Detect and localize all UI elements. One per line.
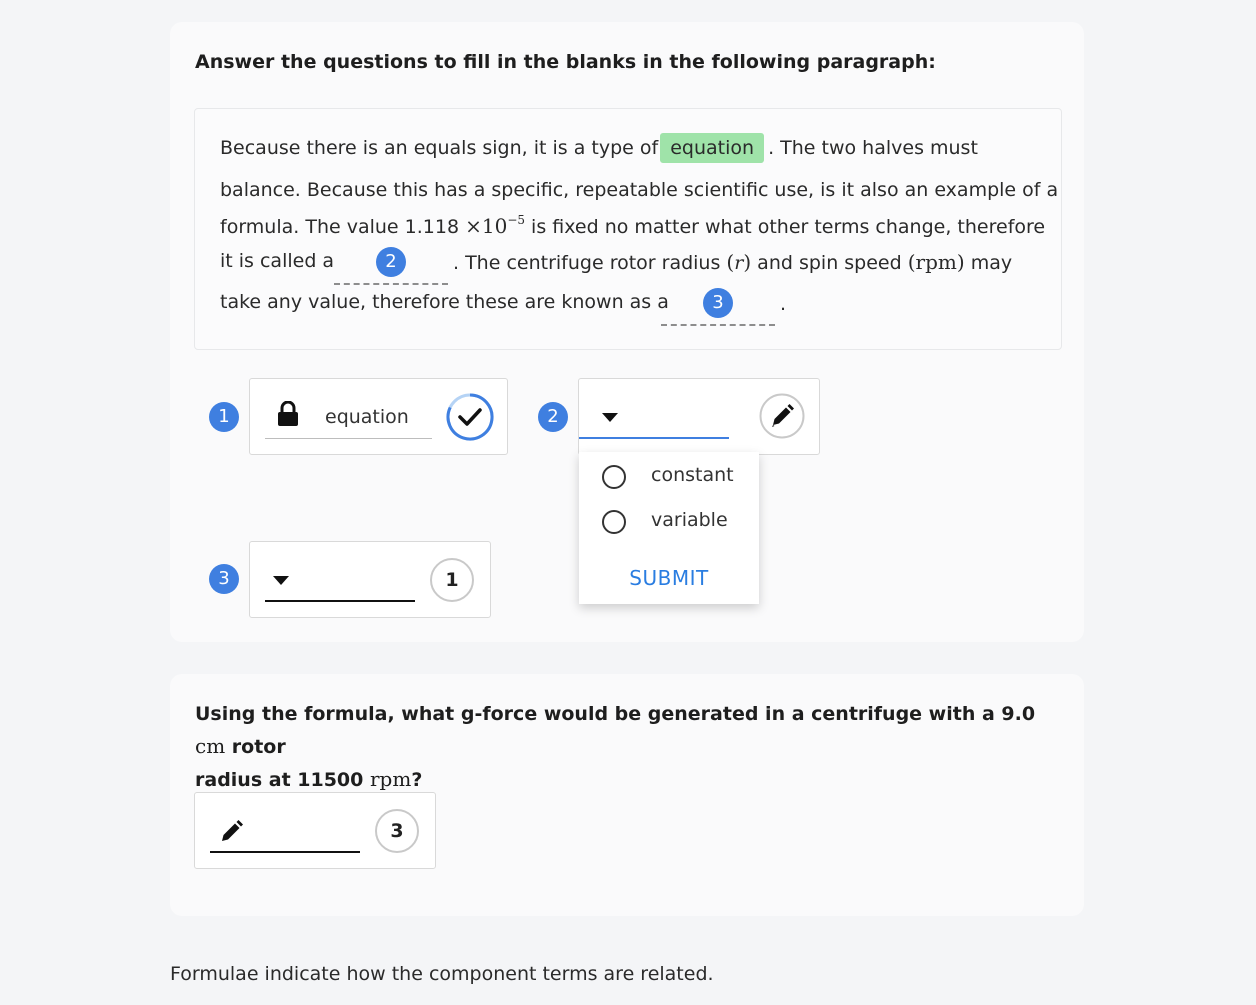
answer-widget-1 <box>249 378 508 455</box>
select-underline[interactable] <box>265 600 415 602</box>
answer-underline <box>265 438 432 439</box>
paragraph-box <box>194 108 1062 350</box>
answer-value: equation <box>325 406 409 428</box>
chevron-down-icon[interactable] <box>601 412 619 424</box>
answer-number-badge: 2 <box>538 402 568 432</box>
dropdown-menu <box>579 452 759 604</box>
math-exponent: $\times 10^{-5}$ <box>465 213 526 238</box>
pencil-icon <box>220 817 246 843</box>
paragraph-line-3: formula. The value $1.118 \times 10^{-5}$ is fixed no matter what other terms change, therefore <box>220 213 1046 238</box>
attempts-counter[interactable]: 1 <box>430 558 474 602</box>
answer-number-badge: 3 <box>209 564 239 594</box>
answer-widget-2 <box>578 378 820 455</box>
radio-option-constant[interactable] <box>602 465 626 489</box>
footer-text: Formulae indicate how the component terms are related. <box>170 963 714 985</box>
blank-number-badge: 2 <box>376 247 406 277</box>
answer-widget-3 <box>249 541 491 618</box>
paragraph-line-2: balance. Because this has a specific, repeatable scientific use, is it also an example of a <box>220 179 1059 201</box>
question-title: Answer the questions to fill in the blanks in the following paragraph: <box>195 51 936 73</box>
submit-button[interactable]: SUBMIT <box>629 566 709 590</box>
paragraph-line-5: take any value, therefore these are known as a <box>220 291 669 313</box>
filled-blank-1: equation <box>660 133 764 163</box>
check-icon <box>446 393 494 441</box>
radio-option-variable[interactable] <box>602 510 626 534</box>
paragraph-line-4: it is called a <box>220 250 335 272</box>
blank-number-badge: 3 <box>703 288 733 318</box>
numeric-input[interactable] <box>210 851 360 853</box>
paragraph-line-4b: . The centrifuge rotor radius (r) and spin speed (rpm) may <box>453 250 1013 274</box>
paragraph-line-5-end: . <box>780 293 787 315</box>
paragraph-line-1: Because there is an equals sign, it is a type of equation . The two halves must <box>220 133 978 163</box>
numeric-answer-widget <box>194 792 436 869</box>
option-label[interactable]: constant <box>651 464 734 486</box>
attempts-counter[interactable]: 3 <box>375 809 419 853</box>
pencil-icon[interactable] <box>759 393 805 439</box>
chevron-down-icon[interactable] <box>272 575 290 587</box>
lock-icon <box>277 401 299 427</box>
answer-number-badge: 1 <box>209 402 239 432</box>
question-title: Using the formula, what g-force would be generated in a centrifuge with a 9.0 cm rotor radius at 11500 rpm? <box>195 703 1036 791</box>
select-underline[interactable] <box>579 437 729 439</box>
option-label[interactable]: variable <box>651 509 728 531</box>
